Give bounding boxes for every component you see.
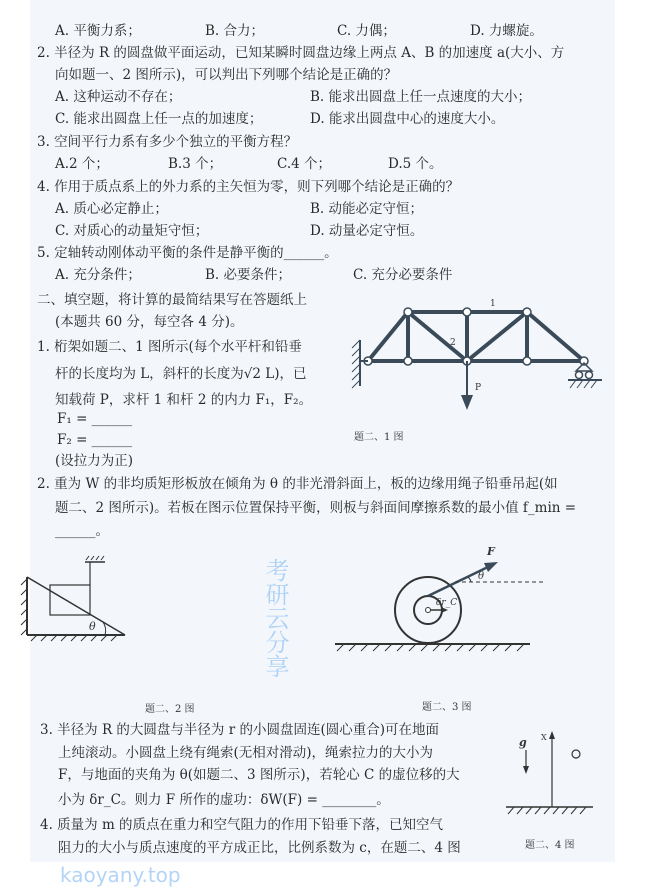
- p2q2-line1: 2. 重为 W 的非均质矩形板放在倾角为 θ 的非光滑斜面上，板的边缘用绳子铅垂吊起(如: [37, 476, 558, 492]
- bar2-label: 2: [450, 338, 456, 348]
- q5-option-c: C. 充分必要条件: [353, 267, 453, 283]
- p2q3-line3: F，与地面的夹角为 θ(如题二、3 图所示)，若轮心 C 的虚位移的大: [58, 767, 460, 783]
- section2-note: (本题共 60 分，每空各 4 分)。: [55, 314, 244, 330]
- p2q1-line1: 1. 桁架如题二、1 图所示(每个水平杆和铅垂: [37, 339, 302, 355]
- q2-option-c: C. 能求出圆盘上任一点的加速度；: [55, 111, 263, 127]
- q4-option-a: A. 质心必定静止；: [55, 201, 168, 217]
- x-axis-label: X: [541, 733, 547, 742]
- virtual-displacement-label: δr_C: [436, 598, 458, 608]
- p2q3-line1: 3. 半径为 R 的大圆盘与半径为 r 的小圆盘固连(圆心重合)可在地面: [40, 722, 439, 738]
- p2q3-line4: 小为 δr_C。则力 F 所作的虚功：δW(F) = ________。: [58, 792, 390, 808]
- q4-option-d: D. 动量必定守恒。: [310, 223, 424, 239]
- f2-answer: F₂ = ______: [57, 432, 133, 448]
- q1-option-d: D. 力螺旋。: [470, 23, 543, 39]
- truss-figure: [340, 300, 600, 420]
- p2q1-line2: 杆的长度均为 L，斜杆的长度为√2 L)，已: [55, 366, 307, 382]
- q2-option-b: B. 能求出圆盘上任一点速度的大小；: [310, 89, 532, 105]
- q1-option-c: C. 力偶；: [337, 23, 396, 39]
- q2-option-d: D. 能求出圆盘中心的速度大小。: [310, 111, 505, 127]
- q2-text-line2: 向如题一、2 图所示)，可以判出下列哪个结论是正确的？: [55, 67, 398, 83]
- q5-option-b: B. 必要条件；: [205, 267, 292, 283]
- q3-option-a: A.2 个；: [55, 156, 109, 172]
- p2q1-line3: 知载荷 P，求杆 1 和杆 2 的内力 F₁，F₂。: [55, 392, 313, 408]
- load-p-label: P: [475, 383, 482, 393]
- wheel-caption: 题二、3 图: [422, 702, 472, 713]
- q2-text-line1: 2. 半径为 R 的圆盘做平面运动，已知某瞬时圆盘边缘上两点 A、B 的加速度 a(大小、方: [37, 45, 565, 61]
- p2q2-line3: ______。: [55, 523, 109, 539]
- q5-option-a: A. 充分条件；: [55, 267, 141, 283]
- force-f-label: F: [487, 545, 495, 558]
- section2-heading: 二、填空题，将计算的最简结果写在答题纸上: [37, 292, 307, 308]
- wheel-figure: [340, 545, 560, 665]
- watermark-url: kaoyany.top: [60, 863, 181, 887]
- theta-label: θ: [89, 620, 96, 633]
- q1-option-a: A. 平衡力系；: [55, 23, 141, 39]
- p2q3-line2: 上纯滚动。小圆盘上绕有绳索(无相对滑动)，绳索拉力的大小为: [58, 745, 434, 761]
- incline-figure: [65, 560, 225, 660]
- f1-answer: F₁ = ______: [57, 411, 133, 427]
- q2-option-a: A. 这种运动不存在；: [55, 89, 182, 105]
- q3-option-c: C.4 个；: [277, 156, 332, 172]
- falling-particle-caption: 题二、4 图: [525, 840, 575, 851]
- p2q4-line1: 4. 质量为 m 的质点在重力和空气阻力的作用下铅垂下落，已知空气: [40, 817, 444, 833]
- q1-option-b: B. 合力；: [205, 23, 265, 39]
- p2q2-line2: 题二、2 图所示)。若板在图示位置保持平衡，则板与斜面间摩擦系数的最小值 f_min =: [55, 500, 577, 516]
- falling-particle-figure: [505, 730, 605, 830]
- q4-option-b: B. 动能必定守恒；: [310, 201, 424, 217]
- tension-positive-note: (设拉力为正): [55, 453, 134, 469]
- q3-option-b: B.3 个；: [168, 156, 223, 172]
- q4-text: 4. 作用于质点系上的外力系的主矢恒为零，则下列哪个结论是正确的？: [37, 179, 460, 195]
- p2q4-line2: 阻力的大小与质点速度的平方成正比，比例系数为 c，在题二、4 图: [58, 840, 461, 856]
- gravity-g-label: g: [519, 736, 527, 749]
- q4-option-c: C. 对质心的动量矩守恒；: [55, 223, 209, 239]
- incline-caption: 题二、2 图: [145, 704, 195, 715]
- q3-option-d: D.5 个。: [388, 156, 443, 172]
- watermark-chinese: 考研云分享: [261, 558, 289, 678]
- truss-caption: 题二、1 图: [354, 432, 404, 443]
- bar1-label: 1: [490, 299, 496, 309]
- q5-text: 5. 定轴转动刚体动平衡的条件是静平衡的______。: [37, 245, 338, 261]
- q3-text: 3. 空间平行力系有多少个独立的平衡方程？: [37, 134, 298, 150]
- angle-theta-label: θ: [478, 571, 485, 582]
